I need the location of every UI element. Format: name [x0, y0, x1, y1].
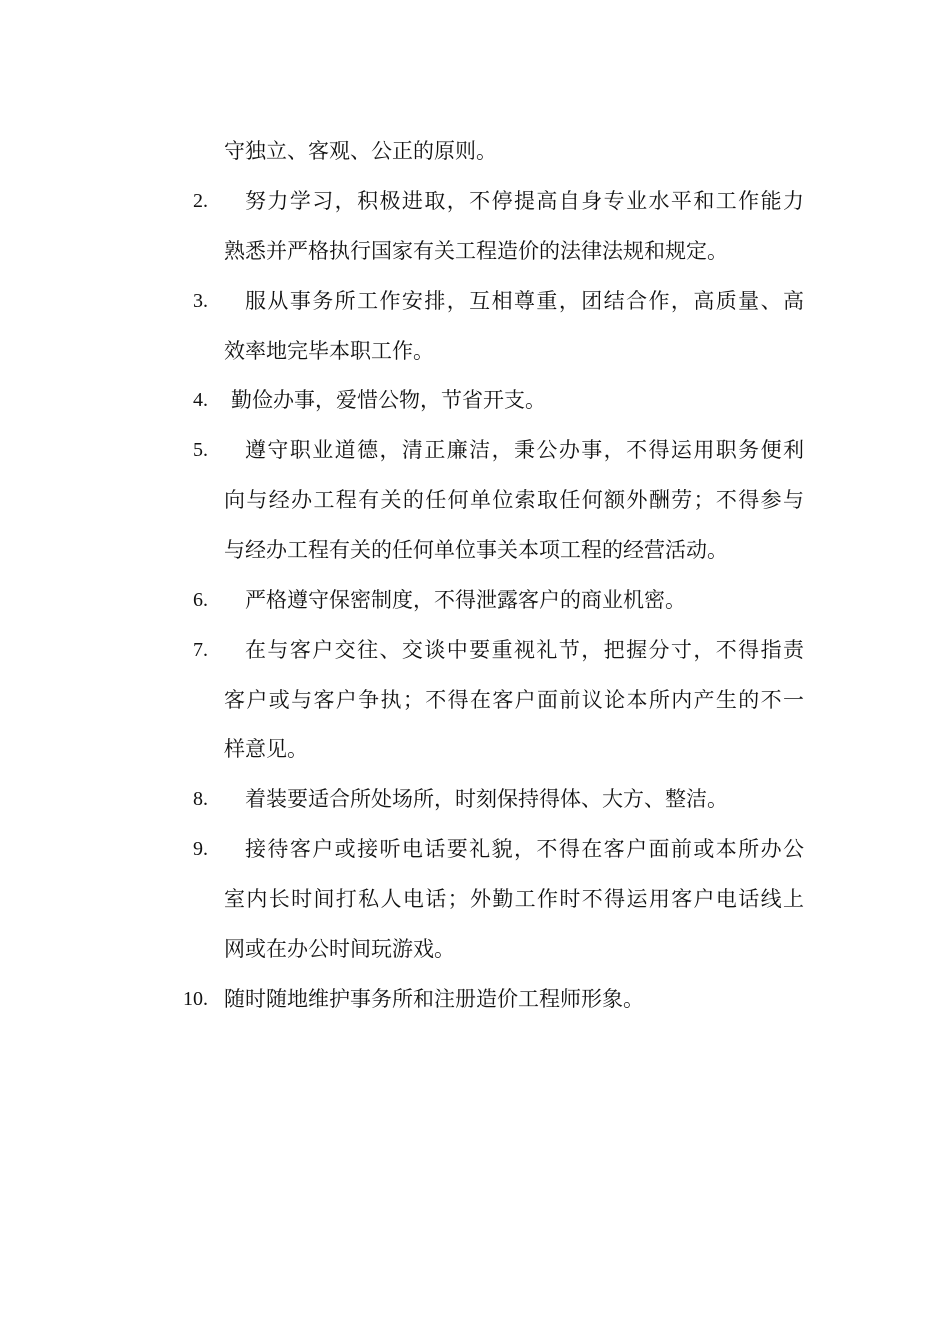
list-item-5-continuation: [0, 483, 950, 517]
list-item-5: [0, 433, 950, 467]
list-item-text: 严格遵守保密制度，不得泄露客户的商业机密。: [245, 588, 686, 612]
list-item-number: 8.: [193, 788, 208, 810]
list-item-number: 3.: [193, 290, 208, 312]
list-item-text: 室内长时间打私人电话；外勤工作时不得运用客户电话线上: [224, 887, 804, 911]
list-item-text: 勤俭办事，爱惜公物，节省开支。: [231, 388, 546, 412]
list-item-text: 在与客户交往、交谈中要重视礼节，把握分寸，不得指责: [245, 638, 804, 662]
list-item-9-continuation: [0, 932, 950, 966]
list-item-5-continuation: [0, 533, 950, 567]
list-item-number: 4.: [193, 389, 208, 411]
list-item-number: 10.: [183, 988, 208, 1010]
list-item-7-continuation: [0, 732, 950, 766]
list-item-number: 9.: [193, 838, 208, 860]
list-item-2: [0, 184, 950, 218]
list-item-4: [0, 383, 950, 417]
list-item-text: 守独立、客观、公正的原则。: [224, 139, 497, 163]
list-item-text: 服从事务所工作安排，互相尊重，团结合作，高质量、高: [245, 289, 804, 313]
list-item-text: 向与经办工程有关的任何单位索取任何额外酬劳；不得参与: [224, 488, 804, 512]
list-item-text: 随时随地维护事务所和注册造价工程师形象。: [224, 987, 644, 1011]
list-item-number: 6.: [193, 589, 208, 611]
list-item-10: [0, 982, 950, 1016]
list-item-7: [0, 633, 950, 667]
list-item-text: 网或在办公时间玩游戏。: [224, 937, 455, 961]
list-item-text: 与经办工程有关的任何单位事关本项工程的经营活动。: [224, 538, 728, 562]
list-item-text: 努力学习，积极进取，不停提高自身专业水平和工作能力: [245, 189, 804, 213]
list-item-text: 遵守职业道德，清正廉洁，秉公办事，不得运用职务便利: [245, 438, 804, 462]
list-item-number: 2.: [193, 190, 208, 212]
list-item-8: [0, 782, 950, 816]
list-item-7-continuation: [0, 683, 950, 717]
list-item-text: 效率地完毕本职工作。: [224, 339, 434, 363]
list-item-number: 7.: [193, 639, 208, 661]
list-item-text: 客户或与客户争执；不得在客户面前议论本所内产生的不一: [224, 688, 804, 712]
list-item-9-continuation: [0, 882, 950, 916]
list-item-3-continuation: [0, 334, 950, 368]
list-item-number: 5.: [193, 439, 208, 461]
list-item-6: [0, 583, 950, 617]
list-item-text: 熟悉并严格执行国家有关工程造价的法律法规和规定。: [224, 239, 728, 263]
list-item-text: 接待客户或接听电话要礼貌，不得在客户面前或本所办公: [245, 837, 804, 861]
list-item-text: 样意见。: [224, 737, 308, 761]
list-item-1: [0, 134, 950, 168]
list-item-text: 着装要适合所处场所，时刻保持得体、大方、整洁。: [245, 787, 728, 811]
list-item-2-continuation: [0, 234, 950, 268]
list-item-9: [0, 832, 950, 866]
list-item-3: [0, 284, 950, 318]
